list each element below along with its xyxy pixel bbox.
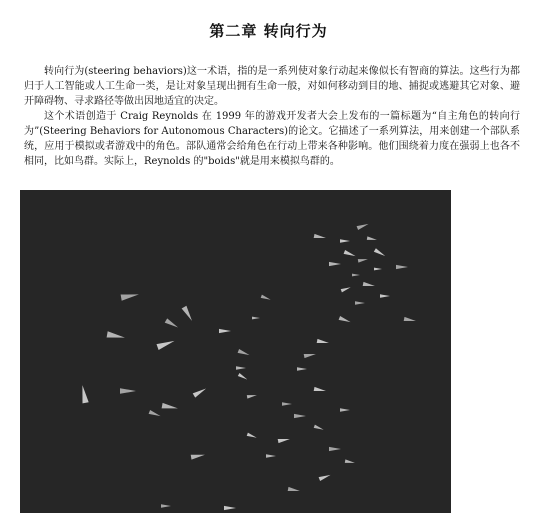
- boid-shape: [224, 506, 236, 510]
- boid-shape: [238, 373, 248, 380]
- boid-shape: [238, 349, 250, 355]
- boid-shape: [380, 294, 390, 298]
- boid-shape: [340, 239, 350, 243]
- boid-shape: [107, 331, 125, 337]
- boid-shape: [345, 459, 355, 463]
- boid-shape: [329, 447, 341, 451]
- chapter-title: 第二章 转向行为: [209, 22, 328, 40]
- boid-shape: [339, 316, 351, 322]
- boids-image: [20, 190, 451, 513]
- boid-shape: [121, 294, 139, 300]
- boid-shape: [355, 301, 365, 305]
- boid-shape: [329, 262, 341, 266]
- boid-shape: [358, 259, 368, 263]
- boid-shape: [314, 234, 326, 238]
- boid-shape: [252, 317, 260, 320]
- boid-shape: [157, 341, 175, 350]
- boid-shape: [193, 389, 206, 398]
- boid-shape: [352, 274, 360, 277]
- boid-shape: [319, 475, 331, 481]
- boid-shape: [236, 366, 246, 370]
- boid-shape: [182, 306, 192, 321]
- boid-shape: [404, 317, 416, 321]
- paragraph-1: 转向行为(steering behaviors)这一术语，指的是一系列使对象行动起来像似长有智商的算法。这些行为都归于人工智能或人工生命一类，是让对象呈现出拥有生命一般，对如何移动到目的地、捕捉或逃避其它对象、避开障碍物、寻求路径等做出因地适宜的决定。: [24, 66, 520, 107]
- boid-shape: [162, 403, 178, 409]
- boid-shape: [294, 414, 306, 418]
- boid-shape: [340, 408, 350, 412]
- boid-shape: [374, 248, 385, 256]
- boid-shape: [304, 354, 316, 358]
- boid-shape: [165, 318, 178, 327]
- boid-shape: [191, 455, 205, 460]
- boid-shape: [367, 236, 377, 240]
- boid-shape: [82, 385, 88, 403]
- body-text: [24, 64, 520, 169]
- boid-shape: [344, 250, 356, 256]
- boid-shape: [374, 268, 382, 271]
- boid-shape: [266, 454, 276, 458]
- boid-shape: [314, 425, 324, 430]
- boid-shape: [219, 329, 231, 333]
- boid-shape: [278, 439, 290, 443]
- boid-shape: [396, 265, 408, 269]
- boid-shape: [357, 224, 369, 230]
- boid-shape: [149, 410, 161, 416]
- boid-shape: [282, 402, 292, 406]
- boid-shape: [161, 504, 171, 508]
- boid-shape: [314, 387, 326, 391]
- boid-shape: [247, 433, 257, 438]
- boid-shape: [297, 367, 307, 371]
- boid-shape: [363, 282, 375, 286]
- boid-shape: [261, 295, 271, 300]
- boid-shape: [317, 339, 329, 343]
- boid-shape: [247, 395, 257, 399]
- boid-shape: [288, 487, 300, 491]
- boid-shape: [341, 287, 351, 292]
- boid-shape: [120, 388, 136, 394]
- paragraph-2: 这个术语创造于 Craig Reynolds 在 1999 年的游戏开发者大会上发布的一篇标题为“自主角色的转向行为”(Steering Behaviors for Autonomous Characters)的论文。它描述了一系列算法，用来创建一个部队系统，应用于模拟或者游戏中的角色。部队通常会给角色在行动上带来各种影响。他们围绕着力度在强弱上也各不相同，比如鸟群。实际上，Reynolds 的"boids"就是用来模拟鸟群的。: [24, 111, 520, 167]
- boids-screenshot-figure: [20, 190, 451, 513]
